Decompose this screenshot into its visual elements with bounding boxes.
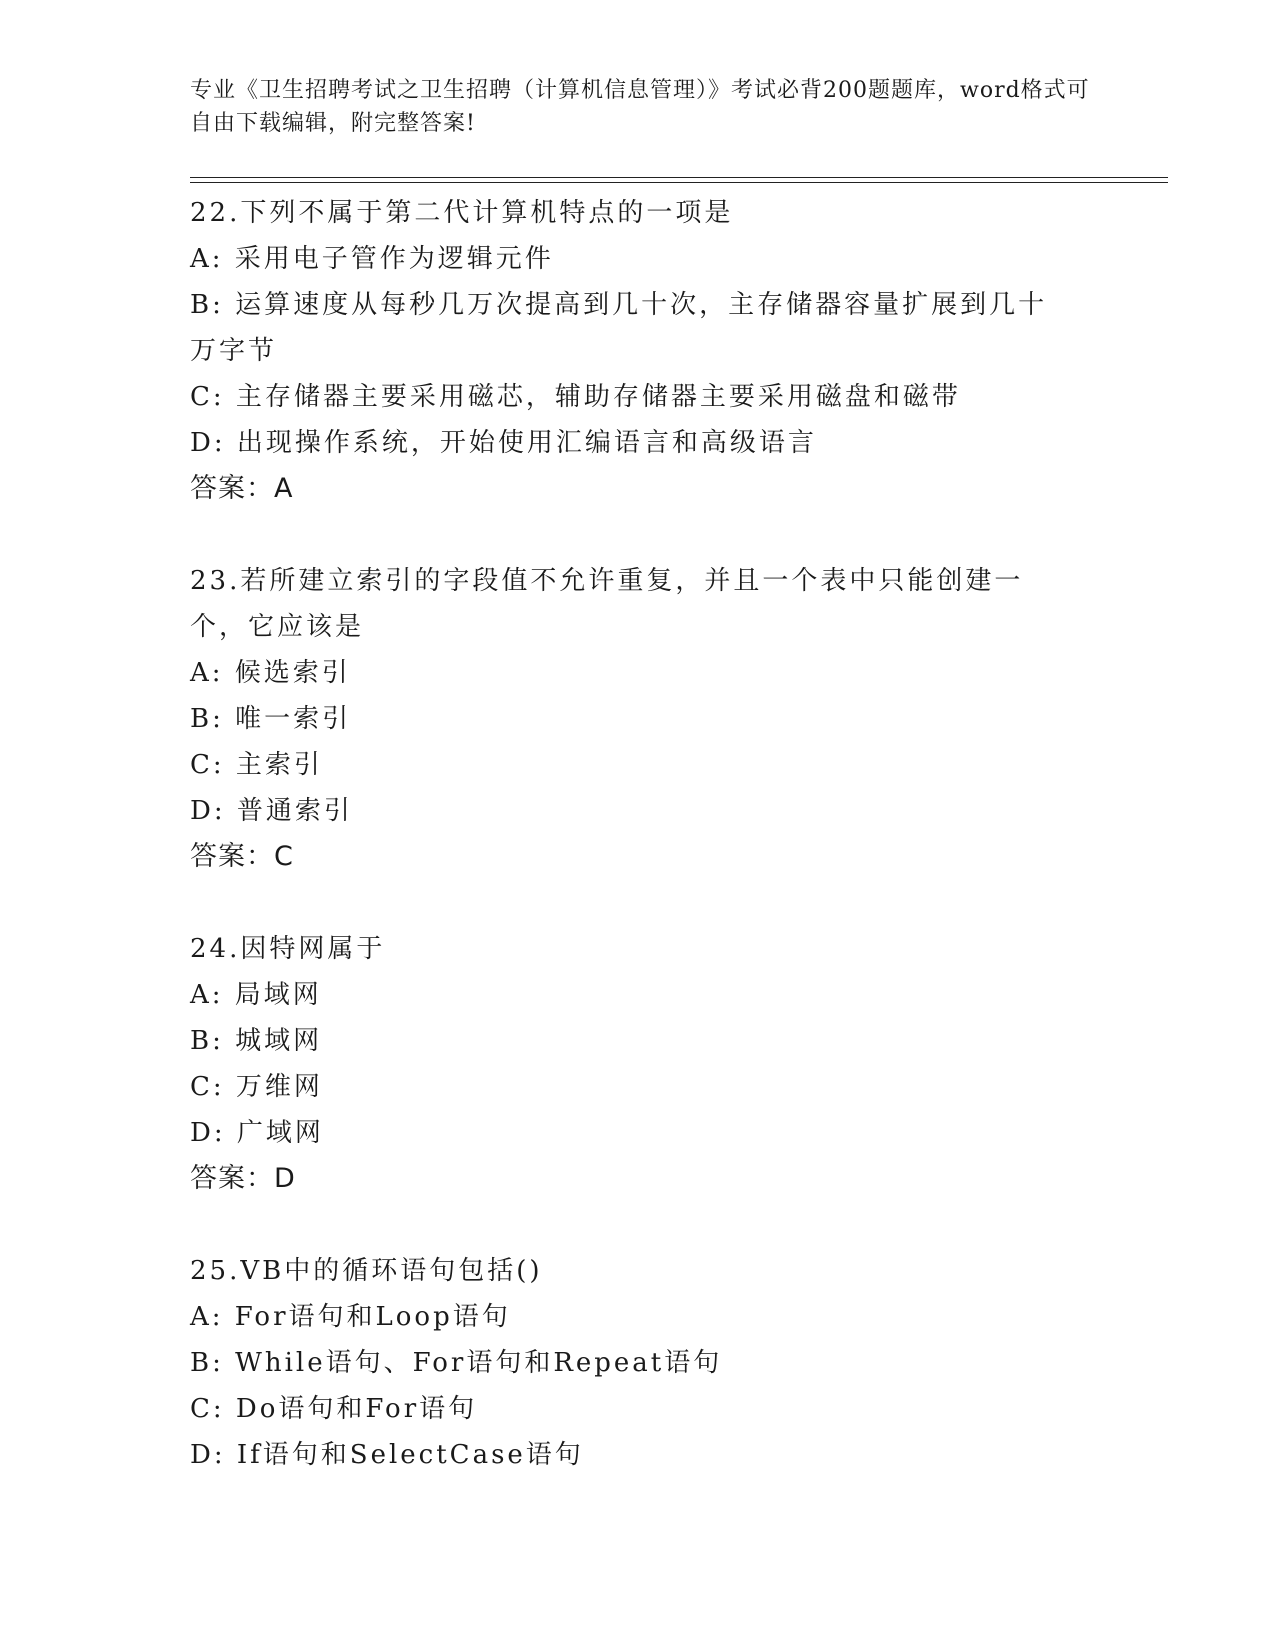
option-d: D: 广域网 <box>190 1118 324 1148</box>
option-c: C: Do语句和For语句 <box>190 1394 478 1424</box>
option-d: D: 出现操作系统，开始使用汇编语言和高级语言 <box>190 428 817 458</box>
option-a: A: 局域网 <box>190 980 322 1010</box>
option-d: D: 普通索引 <box>190 796 353 826</box>
option-a: A: 采用电子管作为逻辑元件 <box>190 244 554 274</box>
option-c: C: 万维网 <box>190 1072 323 1102</box>
question-stem: 23.若所建立索引的字段值不允许重复，并且一个表中只能创建一个，它应该是 <box>190 566 1024 642</box>
question-22 <box>190 190 1090 512</box>
option-b: B: 运算速度从每秒几万次提高到几十次，主存储器容量扩展到几十万字节 <box>190 290 1048 366</box>
answer-label: 答案：C <box>190 841 294 872</box>
option-d: D: If语句和SelectCase语句 <box>190 1440 584 1470</box>
option-c: C: 主存储器主要采用磁芯，辅助存储器主要采用磁盘和磁带 <box>190 382 961 412</box>
document-header: 专业《卫生招聘考试之卫生招聘（计算机信息管理）》考试必背200题题库，word格式可自由下载编辑，附完整答案! <box>190 78 1090 136</box>
question-stem: 22.下列不属于第二代计算机特点的一项是 <box>190 198 734 228</box>
header-rule-bottom <box>190 182 1168 183</box>
header-rule-top <box>190 177 1168 178</box>
option-a: A: For语句和Loop语句 <box>190 1302 511 1332</box>
question-24 <box>190 926 1090 1202</box>
option-c: C: 主索引 <box>190 750 323 780</box>
question-list <box>190 190 1090 1524</box>
option-b: B: 城域网 <box>190 1026 323 1056</box>
answer-label: 答案：D <box>190 1163 296 1194</box>
option-a: A: 候选索引 <box>190 658 351 688</box>
answer-label: 答案：A <box>190 473 294 504</box>
question-stem: 25.VB中的循环语句包括() <box>190 1256 543 1286</box>
question-25 <box>190 1248 1090 1478</box>
option-b: B: 唯一索引 <box>190 704 352 734</box>
question-stem: 24.因特网属于 <box>190 934 386 964</box>
question-23 <box>190 558 1090 880</box>
option-b: B: While语句、For语句和Repeat语句 <box>190 1348 723 1378</box>
